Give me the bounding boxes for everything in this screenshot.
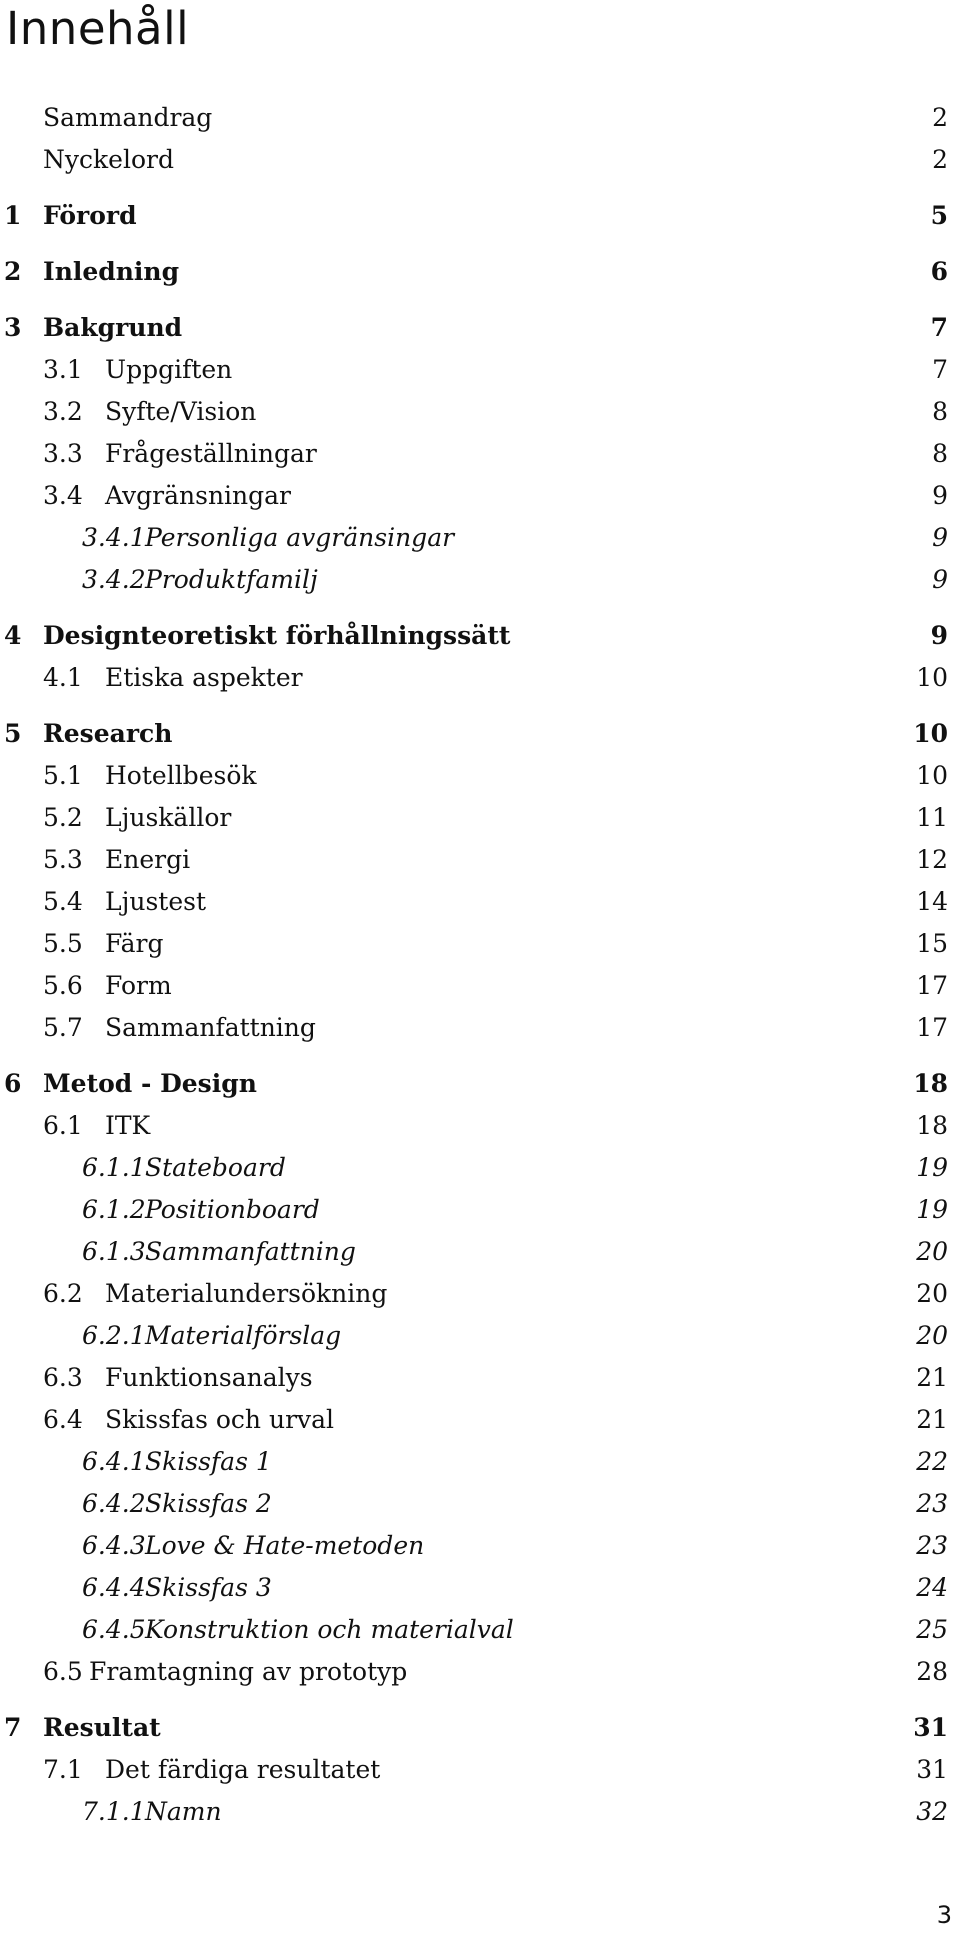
toc-entry-number: 2 — [4, 257, 22, 286]
toc-entry-label: Form — [105, 971, 172, 1000]
toc-chapter — [0, 308, 960, 348]
toc-entry-page: 9 — [932, 565, 948, 594]
toc-section — [0, 658, 960, 698]
toc-section — [0, 392, 960, 432]
toc-entry-number: 5.6 — [43, 971, 83, 1000]
toc-entry-label: Färg — [105, 929, 164, 958]
toc-entry-page: 18 — [916, 1111, 948, 1140]
toc-entry-page: 12 — [916, 845, 948, 874]
toc-entry-number: 7.1 — [43, 1755, 83, 1784]
toc-entry-number: 6 — [4, 1069, 22, 1098]
toc-entry-number: 6.1.3 — [82, 1237, 146, 1266]
toc-section — [0, 1400, 960, 1440]
toc-entry-page: 10 — [916, 761, 948, 790]
toc-entry-number: 6.1.2 — [82, 1195, 146, 1224]
toc-entry-label: Skissfas 2 — [145, 1489, 272, 1518]
toc-entry-page: 22 — [916, 1447, 948, 1476]
toc-entry-number: 7 — [4, 1713, 22, 1742]
toc-entry-number: 5.4 — [43, 887, 83, 916]
toc-entry-page: 15 — [916, 929, 948, 958]
toc-chapter — [0, 1708, 960, 1748]
toc-section — [0, 1750, 960, 1790]
toc-entry-number: 6.1 — [43, 1111, 83, 1140]
toc-subsection — [0, 1484, 960, 1524]
toc-entry-number: 3 — [4, 313, 22, 342]
toc-entry-page: 20 — [916, 1321, 948, 1350]
toc-subsection — [0, 518, 960, 558]
toc-entry-number: 6.3 — [43, 1363, 83, 1392]
toc-entry-label: Metod - Design — [43, 1069, 257, 1098]
toc-entry-label: Sammandrag — [43, 103, 213, 132]
toc-entry-label: Personliga avgränsingar — [145, 523, 455, 552]
toc-section — [0, 350, 960, 390]
toc-chapter — [0, 714, 960, 754]
toc-entry-label: Namn — [145, 1797, 222, 1826]
toc-entry-number: 5.3 — [43, 845, 83, 874]
toc-entry-label: Det färdiga resultatet — [105, 1755, 381, 1784]
toc-section — [0, 1008, 960, 1048]
toc-entry-number: 3.4.1 — [82, 523, 146, 552]
toc-entry-label: Designteoretiskt förhållningssätt — [43, 621, 511, 650]
toc-entry-label: Sammanfattning — [105, 1013, 316, 1042]
toc-entry-page: 10 — [916, 663, 948, 692]
toc-entry-page: 21 — [916, 1363, 948, 1392]
toc-entry-label: Funktionsanalys — [105, 1363, 313, 1392]
toc-section — [0, 966, 960, 1006]
toc-entry-label: Produktfamilj — [145, 565, 318, 594]
toc-entry-page: 18 — [913, 1069, 948, 1098]
toc-entry — [0, 98, 960, 138]
toc-section — [0, 924, 960, 964]
toc-entry-label: Skissfas 1 — [145, 1447, 272, 1476]
toc-entry-number: 6.4.1 — [82, 1447, 146, 1476]
toc-subsection — [0, 560, 960, 600]
toc-chapter — [0, 196, 960, 236]
toc-entry-number: 6.5 — [43, 1657, 83, 1686]
page-title: Innehåll — [6, 2, 190, 55]
toc-entry-label: Stateboard — [145, 1153, 286, 1182]
toc-entry-page: 9 — [932, 523, 948, 552]
toc-entry-label: Energi — [105, 845, 191, 874]
toc-chapter — [0, 616, 960, 656]
toc-entry-label: Materialförslag — [145, 1321, 342, 1350]
toc-entry-label: Förord — [43, 201, 137, 230]
toc-entry-number: 6.4 — [43, 1405, 83, 1434]
toc-entry-number: 5.7 — [43, 1013, 83, 1042]
toc-entry-label: Resultat — [43, 1713, 161, 1742]
toc-entry-number: 4 — [4, 621, 22, 650]
toc-entry-page: 9 — [932, 481, 948, 510]
toc-entry-number: 6.4.5 — [82, 1615, 146, 1644]
toc-entry-label: Framtagning av prototyp — [89, 1657, 408, 1686]
toc-entry-number: 5 — [4, 719, 22, 748]
toc-entry-label: Love & Hate-metoden — [145, 1531, 425, 1560]
toc-entry-label: Frågeställningar — [105, 439, 317, 468]
toc-entry-page: 2 — [932, 103, 948, 132]
toc-entry-number: 1 — [4, 201, 22, 230]
toc-entry — [0, 140, 960, 180]
toc-subsection — [0, 1792, 960, 1832]
toc-entry-label: Syfte/Vision — [105, 397, 257, 426]
toc-subsection — [0, 1232, 960, 1272]
toc-subsection — [0, 1148, 960, 1188]
toc-entry-number: 5.1 — [43, 761, 83, 790]
toc-entry-label: Etiska aspekter — [105, 663, 303, 692]
toc-section — [0, 840, 960, 880]
toc-section — [0, 882, 960, 922]
toc-entry-page: 10 — [913, 719, 948, 748]
toc-entry-page: 23 — [916, 1531, 948, 1560]
toc-entry-number: 6.2 — [43, 1279, 83, 1308]
toc-entry-label: Skissfas 3 — [145, 1573, 272, 1602]
toc-entry-label: Konstruktion och materialval — [145, 1615, 514, 1644]
toc-entry-page: 2 — [932, 145, 948, 174]
toc-entry-page: 17 — [916, 1013, 948, 1042]
toc-subsection — [0, 1526, 960, 1566]
toc-entry-label: Skissfas och urval — [105, 1405, 335, 1434]
toc-entry-page: 7 — [932, 355, 948, 384]
toc-entry-number: 3.4 — [43, 481, 83, 510]
toc-entry-page: 17 — [916, 971, 948, 1000]
toc-subsection — [0, 1610, 960, 1650]
toc-entry-label: Avgränsningar — [105, 481, 292, 510]
toc-section — [0, 798, 960, 838]
toc-entry-page: 11 — [916, 803, 948, 832]
toc-entry-page: 7 — [930, 313, 948, 342]
toc-section — [0, 1652, 960, 1692]
toc-entry-label: Hotellbesök — [105, 761, 257, 790]
toc-entry-label: Sammanfattning — [145, 1237, 356, 1266]
toc-entry-page: 5 — [930, 201, 948, 230]
toc-entry-number: 6.4.4 — [82, 1573, 146, 1602]
toc-entry-number: 5.2 — [43, 803, 83, 832]
toc-entry-label: Research — [43, 719, 173, 748]
toc-entry-page: 31 — [913, 1713, 948, 1742]
toc-entry-page: 9 — [930, 621, 948, 650]
toc-subsection — [0, 1190, 960, 1230]
toc-entry-number: 3.1 — [43, 355, 83, 384]
toc-entry-page: 28 — [916, 1657, 948, 1686]
toc-subsection — [0, 1568, 960, 1608]
toc-section — [0, 434, 960, 474]
toc-entry-number: 6.4.3 — [82, 1531, 146, 1560]
toc-entry-page: 8 — [932, 397, 948, 426]
toc-entry-page: 21 — [916, 1405, 948, 1434]
toc-entry-page: 32 — [916, 1797, 948, 1826]
toc-section — [0, 756, 960, 796]
toc-entry-label: Bakgrund — [43, 313, 183, 342]
toc-entry-page: 19 — [916, 1195, 948, 1224]
toc-section — [0, 1358, 960, 1398]
toc-chapter — [0, 252, 960, 292]
toc-entry-label: Nyckelord — [43, 145, 174, 174]
toc-entry-label: Ljustest — [105, 887, 207, 916]
toc-entry-page: 20 — [916, 1237, 948, 1266]
toc-section — [0, 1274, 960, 1314]
toc-entry-page: 14 — [916, 887, 948, 916]
toc-entry-number: 5.5 — [43, 929, 83, 958]
toc-subsection — [0, 1316, 960, 1356]
toc-entry-page: 8 — [932, 439, 948, 468]
toc-entry-number: 7.1.1 — [82, 1797, 146, 1826]
toc-section — [0, 1106, 960, 1146]
toc-entry-label: Inledning — [43, 257, 180, 286]
toc-section — [0, 476, 960, 516]
toc-entry-number: 6.4.2 — [82, 1489, 146, 1518]
toc-subsection — [0, 1442, 960, 1482]
toc-entry-label: Uppgiften — [105, 355, 233, 384]
toc-chapter — [0, 1064, 960, 1104]
toc-entry-page: 19 — [916, 1153, 948, 1182]
toc-entry-page: 25 — [916, 1615, 948, 1644]
page-number: 3 — [936, 1901, 952, 1929]
toc-entry-number: 6.1.1 — [82, 1153, 146, 1182]
toc-entry-page: 20 — [916, 1279, 948, 1308]
toc-entry-page: 24 — [916, 1573, 948, 1602]
toc-entry-number: 6.2.1 — [82, 1321, 146, 1350]
toc-entry-page: 6 — [930, 257, 948, 286]
toc-entry-label: Ljuskällor — [105, 803, 232, 832]
toc-entry-page: 23 — [916, 1489, 948, 1518]
toc-entry-label: ITK — [105, 1111, 151, 1140]
toc-entry-number: 3.2 — [43, 397, 83, 426]
toc-entry-label: Materialundersökning — [105, 1279, 388, 1308]
toc-entry-number: 3.3 — [43, 439, 83, 468]
toc-entry-label: Positionboard — [145, 1195, 320, 1224]
toc-entry-number: 3.4.2 — [82, 565, 146, 594]
toc-entry-page: 31 — [916, 1755, 948, 1784]
toc-entry-number: 4.1 — [43, 663, 83, 692]
